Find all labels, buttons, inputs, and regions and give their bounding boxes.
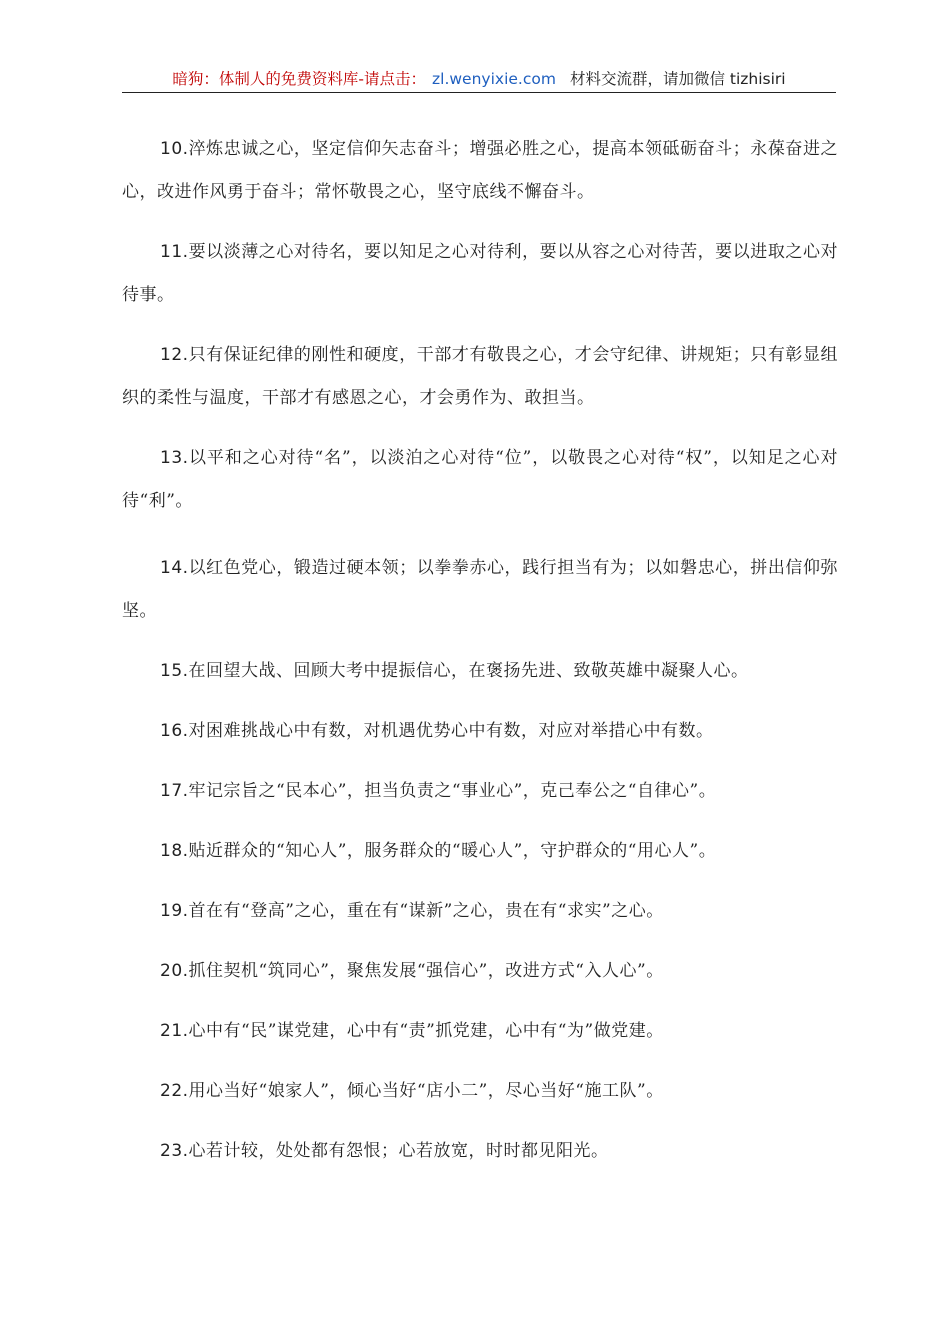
item-text: 对困难挑战心中有数，对机遇优势心中有数，对应对举措心中有数。 xyxy=(188,721,714,741)
item-number: 21. xyxy=(160,1021,189,1041)
item-number: 15. xyxy=(160,661,189,681)
list-item-14 xyxy=(122,547,838,633)
list-item-21 xyxy=(122,1010,838,1053)
item-text: 淬炼忠诚之心，坚定信仰矢志奋斗；增强必胜之心，提高本领砥砺奋斗；永葆奋进之心，改进作风勇于奋斗；常怀敬畏之心，坚守底线不懈奋斗。 xyxy=(122,139,838,202)
item-text: 抓住契机“筑同心”，聚焦发展“强信心”，改进方式“入人心”。 xyxy=(188,961,664,981)
item-text: 在回望大战、回顾大考中提振信心，在褒扬先进、致敬英雄中凝聚人心。 xyxy=(188,661,749,681)
list-item-16 xyxy=(122,710,838,753)
list-item-20 xyxy=(122,950,838,993)
item-text: 心若计较，处处都有怨恨；心若放宽，时时都见阳光。 xyxy=(188,1141,609,1161)
list-item-13 xyxy=(122,437,838,523)
item-text: 只有保证纪律的刚性和硬度，干部才有敬畏之心，才会守纪律、讲规矩；只有彰显组织的柔性与温度，干部才有感恩之心，才会勇作为、敢担当。 xyxy=(122,345,838,408)
item-number: 14. xyxy=(160,558,189,578)
item-text: 用心当好“娘家人”，倾心当好“店小二”，尽心当好“施工队”。 xyxy=(188,1081,664,1101)
list-item-18 xyxy=(122,830,838,873)
item-number: 18. xyxy=(160,841,189,861)
item-text: 以红色党心，锻造过硬本领；以拳拳赤心，践行担当有为；以如磐忠心，拼出信仰弥坚。 xyxy=(122,558,838,621)
item-number: 22. xyxy=(160,1081,189,1101)
item-number: 16. xyxy=(160,721,189,741)
list-item-23 xyxy=(122,1130,838,1173)
item-number: 19. xyxy=(160,901,189,921)
document-body xyxy=(122,128,838,1190)
list-item-19 xyxy=(122,890,838,933)
resource-link[interactable]: zl.wenyixie.com xyxy=(432,70,556,88)
item-text: 牢记宗旨之“民本心”，担当负责之“事业心”，克己奉公之“自律心”。 xyxy=(188,781,717,801)
source-label: 暗狗：体制人的免费资料库 xyxy=(172,70,359,88)
item-text: 首在有“登高”之心，重在有“谋新”之心，贵在有“求实”之心。 xyxy=(188,901,664,921)
item-number: 17. xyxy=(160,781,189,801)
list-item-15 xyxy=(122,650,838,693)
item-text: 要以淡薄之心对待名，要以知足之心对待利，要以从容之心对待苦，要以进取之心对待事。 xyxy=(122,242,838,305)
list-item-12 xyxy=(122,334,838,420)
item-number: 13. xyxy=(160,448,189,468)
item-number: 11. xyxy=(160,242,189,262)
contact-note: 材料交流群，请加微信 tizhisiri xyxy=(569,70,786,88)
list-item-10 xyxy=(122,128,838,214)
list-item-17 xyxy=(122,770,838,813)
item-text: 以平和之心对待“名”，以淡泊之心对待“位”，以敬畏之心对待“权”，以知足之心对待“利”。 xyxy=(122,448,838,511)
list-item-11 xyxy=(122,231,838,317)
page-header xyxy=(122,66,836,93)
item-text: 贴近群众的“知心人”，服务群众的“暖心人”，守护群众的“用心人”。 xyxy=(188,841,717,861)
item-number: 20. xyxy=(160,961,189,981)
item-number: 23. xyxy=(160,1141,189,1161)
list-item-22 xyxy=(122,1070,838,1113)
item-number: 10. xyxy=(160,139,189,159)
click-label: -请点击： xyxy=(358,70,427,88)
item-text: 心中有“民”谋党建，心中有“责”抓党建，心中有“为”做党建。 xyxy=(188,1021,664,1041)
item-number: 12. xyxy=(160,345,189,365)
